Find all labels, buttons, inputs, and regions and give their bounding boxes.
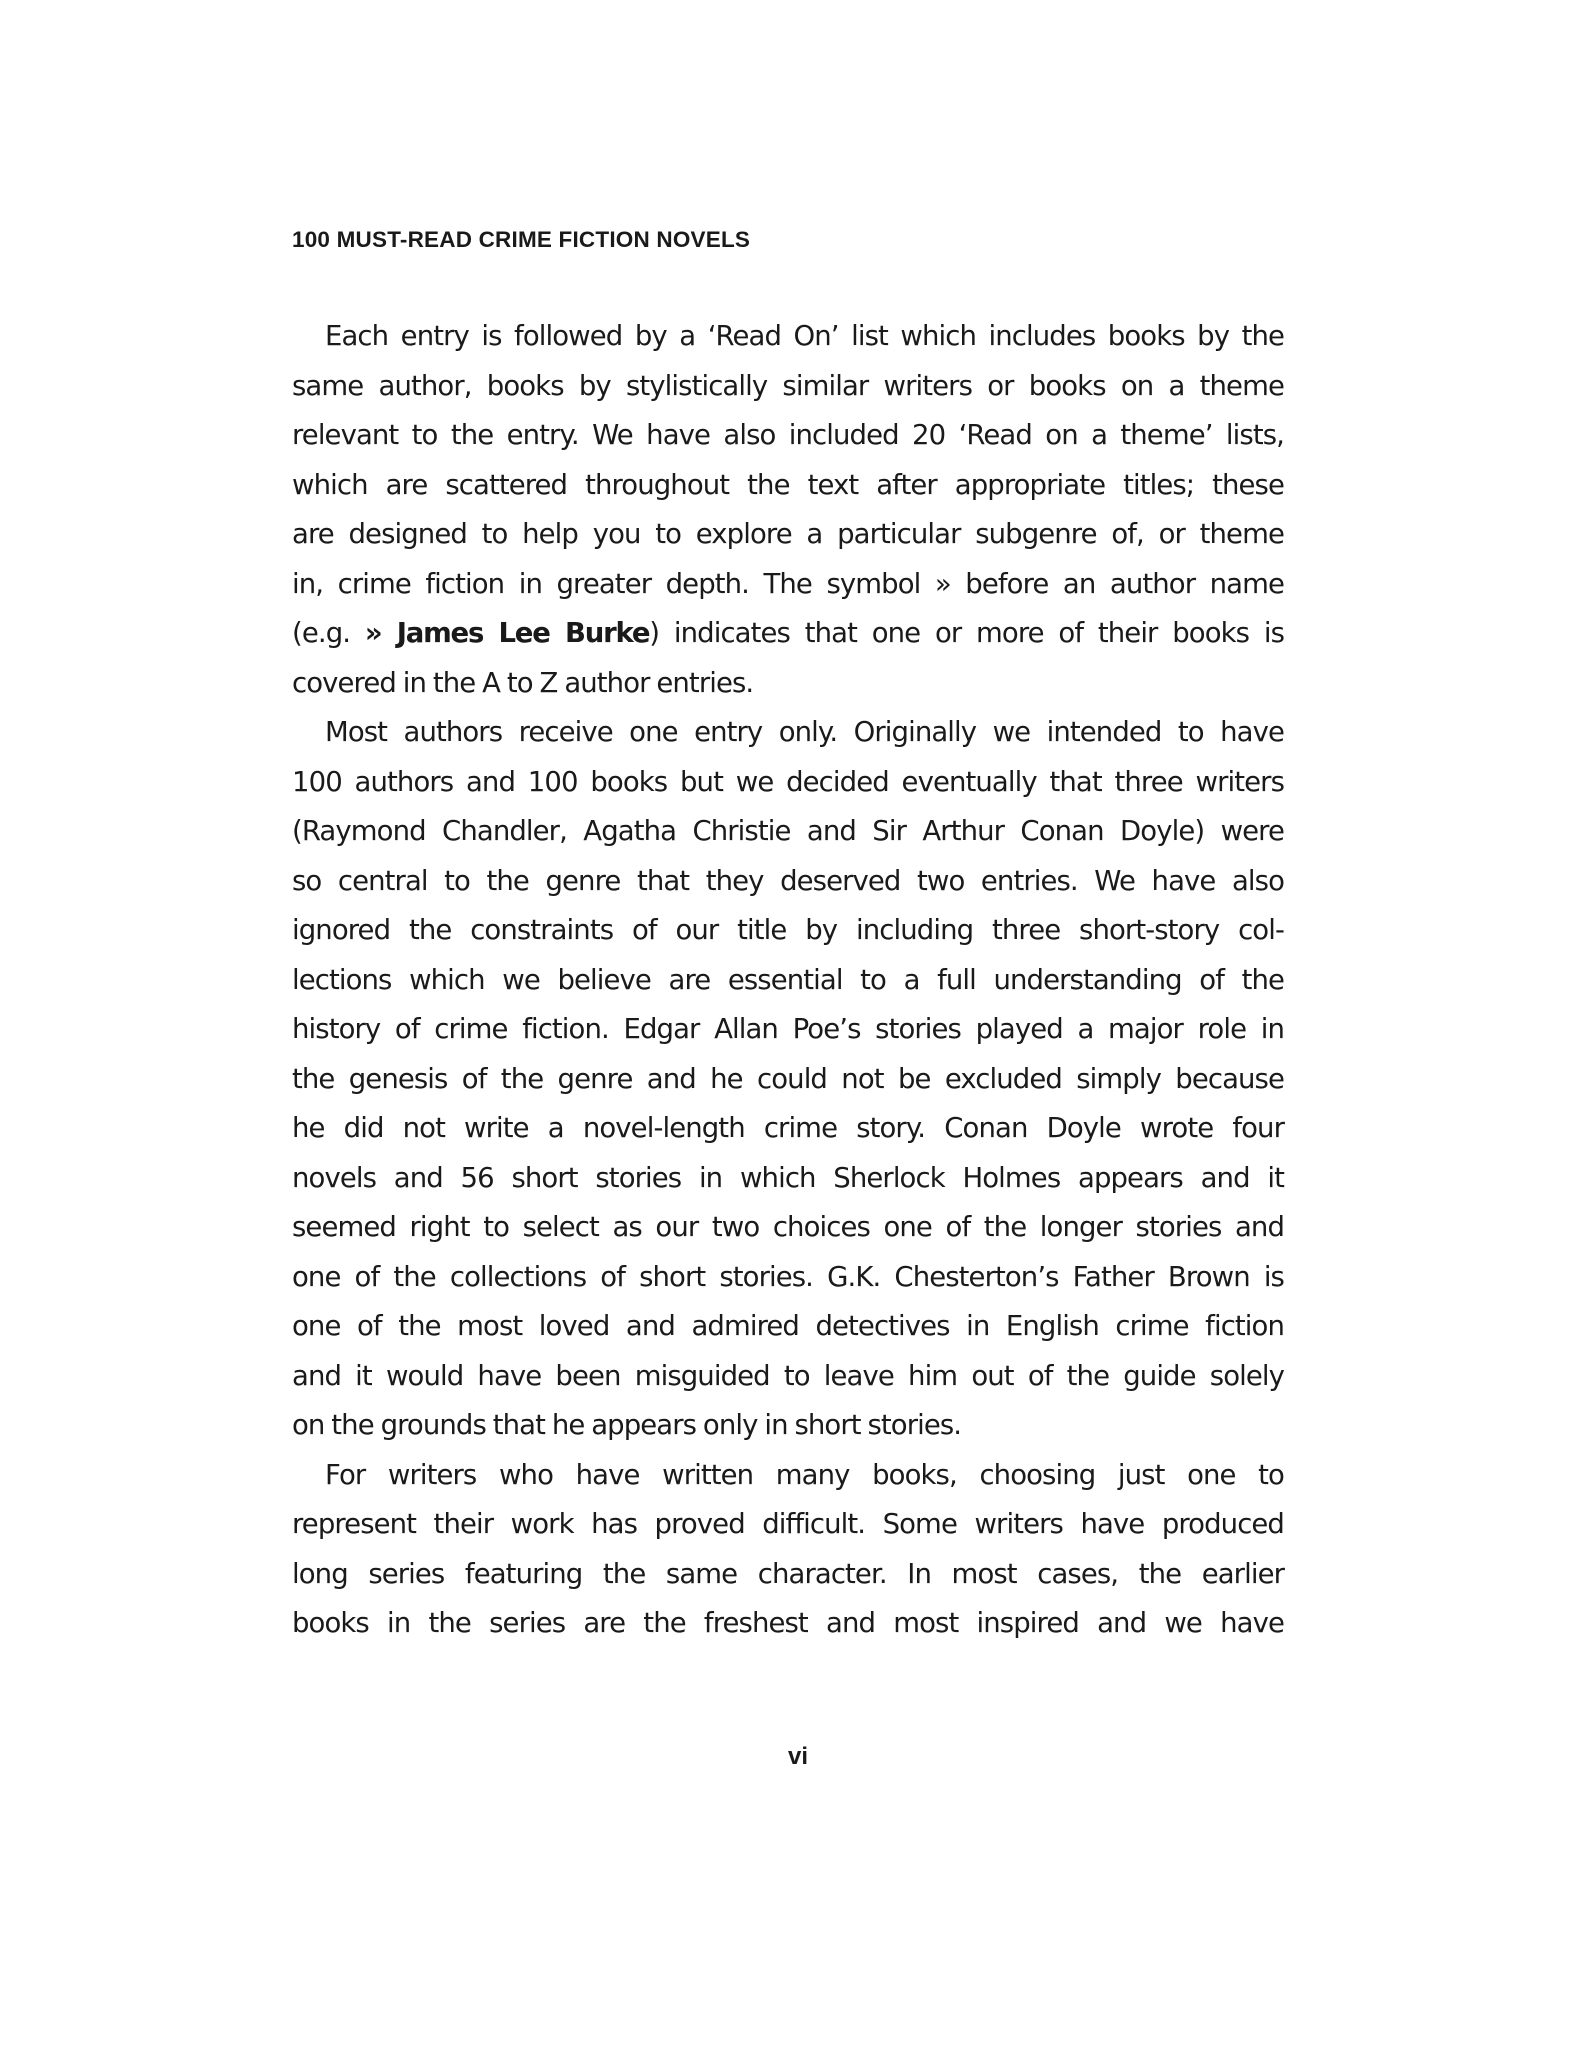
paragraph-3-line: For writers who have written many books, choosing just one to — [325, 1458, 1284, 1491]
paragraph-2-line: seemed right to select as our two choices one of the longer stories and — [292, 1211, 1284, 1243]
paragraph-2-line: history of crime fiction. Edgar Allan Poe’s stories played a major role in — [292, 1013, 1284, 1045]
example-suffix: ) indicates that one or more of their books is — [649, 617, 1285, 649]
paragraph-2-line: so central to the genre that they deserved two entries. We have also — [292, 864, 1284, 897]
paragraph-1-line: relevant to the entry. We have also included 20 ‘Read on a theme’ lists, — [292, 419, 1284, 451]
paragraph-2-line: the genesis of the genre and he could not be excluded simply because — [292, 1062, 1284, 1095]
paragraph-3-line: represent their work has proved difficult. Some writers have produced — [292, 1508, 1284, 1540]
paragraph-2-last-line: on the grounds that he appears only in short stories. — [292, 1409, 962, 1441]
page-number: vi — [787, 1743, 808, 1770]
paragraph-2-line: and it would have been misguided to leave him out of the guide solely — [292, 1359, 1284, 1392]
paragraph-1-line: Each entry is followed by a ‘Read On’ list which includes books by the — [325, 320, 1284, 352]
paragraph-1-line: same author, books by stylistically similar writers or books on a theme — [292, 369, 1284, 402]
paragraph-2-line: lections which we believe are essential to a full understanding of the — [292, 963, 1284, 996]
paragraph-2-line: novels and 56 short stories in which Sherlock Holmes appears and it — [292, 1161, 1284, 1194]
paragraph-1-line: which are scattered throughout the text after appropriate titles; these — [292, 468, 1284, 501]
paragraph-1-line: in, crime fiction in greater depth. The symbol » before an author name — [292, 567, 1284, 600]
paragraph-3-line: long series featuring the same character. In most cases, the earlier — [292, 1557, 1284, 1590]
paragraph-2-line: (Raymond Chandler, Agatha Christie and Sir Arthur Conan Doyle) were — [292, 815, 1284, 847]
body-text — [292, 312, 1284, 1649]
author-cross-reference: » James Lee Burke — [364, 617, 650, 649]
paragraph-2-line: he did not write a novel-length crime story. Conan Doyle wrote four — [292, 1112, 1284, 1144]
paragraph-2-line: 100 authors and 100 books but we decided eventually that three writers — [292, 765, 1284, 798]
example-prefix: (e.g. — [292, 617, 365, 649]
paragraph-3-line: books in the series are the freshest and most inspired and we have — [292, 1607, 1284, 1639]
paragraph-1-last-line: covered in the A to Z author entries. — [292, 666, 754, 699]
paragraph-2-line: Most authors receive one entry only. Originally we intended to have — [325, 716, 1284, 748]
paragraph-2-line: ignored the constraints of our title by including three short-story col- — [292, 914, 1284, 946]
paragraph-1-line: are designed to help you to explore a particular subgenre of, or theme — [292, 518, 1284, 550]
paragraph-1-example-line — [292, 609, 1284, 659]
running-head-title: 100 MUST-READ CRIME FICTION NOVELS — [292, 227, 751, 252]
paragraph-2-line: one of the collections of short stories. G.K. Chesterton’s Father Brown is — [292, 1260, 1284, 1293]
paragraph-2-line: one of the most loved and admired detectives in English crime fiction — [292, 1310, 1284, 1342]
